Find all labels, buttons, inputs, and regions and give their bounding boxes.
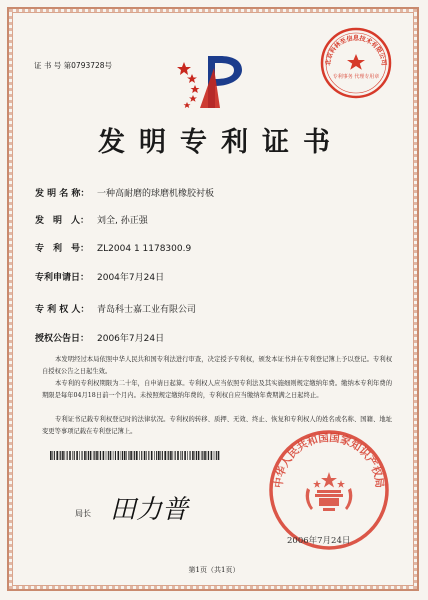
field-grant-date xyxy=(35,331,164,344)
field-label: 发 明 名 称： xyxy=(35,189,90,199)
seal-date: 2006年7月24日 xyxy=(287,536,351,546)
field-patent-number xyxy=(35,241,191,254)
field-invention-name xyxy=(35,186,214,199)
agency-seal-text: 北京科林至信息技术有限公司 xyxy=(324,35,388,66)
field-patentee xyxy=(35,302,196,315)
director-signature xyxy=(104,488,194,528)
field-label: 发 明 人： xyxy=(35,216,90,226)
field-label: 专 利 权 人： xyxy=(35,305,90,315)
agency-seal-icon xyxy=(319,26,393,100)
director-signature-text: 田力普 xyxy=(109,495,189,525)
agency-seal-inner-text: 专利事务 代理专用章 xyxy=(332,74,380,80)
field-value: 2006年7月24日 xyxy=(97,334,165,344)
page-footer: 第1页（共1页） xyxy=(188,566,240,574)
field-label: 授权公告日： xyxy=(35,334,90,344)
field-filing-date xyxy=(35,270,164,283)
field-value: ZL2004 1 1178300.9 xyxy=(97,244,192,254)
field-label: 专 利 号： xyxy=(35,244,90,254)
body-paragraph: 本发明经过本局依照中华人民共和国专利法进行审查，决定授予专利权，颁发本证书并在专利登记簿上予以登记。专利权自授权公告之日起生效。 xyxy=(42,356,392,375)
field-label: 专利申请日： xyxy=(35,273,90,283)
field-value: 青岛科士嘉工业有限公司 xyxy=(97,305,197,315)
body-paragraph: 本专利的专利权期限为二十年，自申请日起算。专利权人应当依照专利法及其实施细则规定缴纳年费。缴纳本专利年费的期限是每年04月18日前一个月内。未按照规定缴纳年费的，专利权自应当缴纳年费期满之日起终止。 xyxy=(42,380,392,399)
official-seal-text: 中华人民共和国国家知识产权局 xyxy=(272,432,386,489)
field-value: 刘全, 孙正强 xyxy=(97,216,148,226)
barcode-icon xyxy=(50,451,220,460)
field-value: 一种高耐磨的球磨机橡胶衬板 xyxy=(97,189,215,199)
certificate-title: 发明专利证书 xyxy=(98,127,344,158)
field-inventor xyxy=(35,213,148,226)
body-paragraph: 专利证书记载专利权登记时的法律状况。专利权的转移、质押、无效、终止、恢复和专利权人的姓名或名称、国籍、地址变更等事项记载在专利登记簿上。 xyxy=(42,416,392,435)
certificate-number: 证 书 号 第0793728号 xyxy=(34,61,113,70)
patent-office-logo-icon xyxy=(170,48,256,114)
field-value: 2004年7月24日 xyxy=(97,273,165,283)
director-label: 局长 xyxy=(75,509,91,518)
